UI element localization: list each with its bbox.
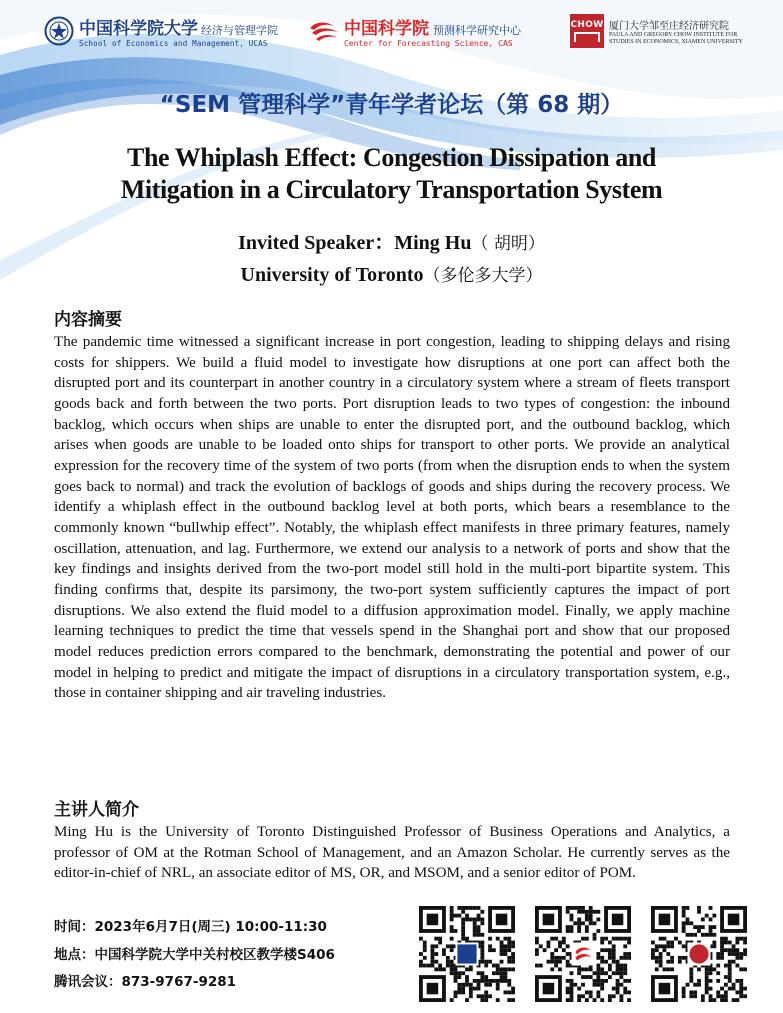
talk-title bbox=[0, 142, 783, 206]
speaker-label: Invited Speaker： bbox=[238, 232, 395, 254]
talk-title-line-1: The Whiplash Effect: Congestion Dissipation and bbox=[127, 143, 656, 172]
cfs-logo-unit: 预测科学研究中心 bbox=[433, 24, 521, 37]
speaker-name-cn: （ 胡明） bbox=[471, 234, 545, 254]
affiliation-line bbox=[0, 261, 783, 287]
speaker-line bbox=[0, 226, 783, 255]
chow-logo-name: 厦门大学邹至庄经济研究院 bbox=[609, 20, 729, 32]
chow-logo-icon bbox=[570, 14, 604, 48]
abstract-text: The pandemic time witnessed a significant increase in port congestion, leading to shipping delays and rising costs for shippers. We build a fluid model to investigate how disruptions at one port can affect both the disrupted port and its counterpart in another country in a circulatory system where a stream of fleets transport goods back and forth between the two ports. Port disruption leads to two types of congestion: the inbound backlog, which occurs when ships are unable to enter the disrupted port, and the outbound backlog, which arises when goods are unable to be loaded onto ships for transport to other ports. We provide an analytical expression for the recovery time of the system of two ports (from when the disruption ends to when the system goes back to normal) and track the evolution of backlogs of goods and ships during the recovery process. We identify a whiplash effect in the outbound backlog level at both ports, which bears a resemblance to the commonly known “bullwhip effect”. Notably, the whiplash effect manifests in three primary features, namely oscillation, attenuation, and lag. Furthermore, we extend our analysis to a network of ports and show that the key findings and insights derived from the two-port model still hold in the multi-port bipartite system. This finding confirms that, despite its parsimony, the two-port system sufficiently captures the impact of port disruptions. We also extend the fluid model to a diffusion approximation model. Finally, we apply machine learning techniques to predict the time that vessels spend in the Shanghai port and show that our proposed model reduces prediction errors compared to the benchmark, demonstrating the potential and power of our model in helping to predict and mitigate the impact of disruptions in a circulatory transportation system, e.g., those in container shipping and air traveling industries. bbox=[54, 334, 730, 702]
qr-code-cfs bbox=[535, 906, 631, 1002]
speaker-name: Ming Hu bbox=[394, 232, 472, 254]
event-place: 地点：中国科学院大学中关村校区教学楼S406 bbox=[54, 947, 335, 963]
talk-title-line-2: Mitigation in a Circulatory Transportation System bbox=[120, 175, 663, 204]
ucas-logo bbox=[44, 14, 278, 48]
qr-code-icon bbox=[651, 906, 747, 1002]
cfs-logo bbox=[308, 14, 521, 48]
event-time: 时间：2023年6月7日(周三) 10:00-11:30 bbox=[54, 919, 327, 935]
event-meeting-id: 腾讯会议：873-9767-9281 bbox=[54, 974, 237, 990]
ucas-logo-unit: 经济与管理学院 bbox=[201, 24, 278, 37]
bio-text: Ming Hu is the University of Toronto Distinguished Professor of Business Operations and Analytics, a professor of OM at the Rotman School of Management, and an Amazon Scholar. He currently serves as the editor-in-chief of NRL, an associate editor of MS, OR, and MSOM, and a senior editor of POM. bbox=[54, 824, 730, 882]
ucas-logo-english: School of Economics and Management, UCAS bbox=[79, 39, 268, 48]
ucas-seal-icon bbox=[44, 16, 74, 46]
cfs-logo-icon bbox=[308, 18, 340, 44]
bio-heading: 主讲人简介 bbox=[54, 800, 139, 820]
speaker-affiliation-cn: （多伦多大学） bbox=[423, 266, 543, 286]
chow-logo-mark: CHOW bbox=[570, 20, 604, 30]
ucas-logo-name: 中国科学院大学 bbox=[79, 19, 198, 39]
qr-code-ucas bbox=[419, 906, 515, 1002]
speaker-affiliation: University of Toronto bbox=[240, 264, 424, 286]
cfs-logo-name: 中国科学院 bbox=[344, 19, 429, 39]
qr-code-icon bbox=[535, 906, 631, 1002]
chow-logo-english-2: STUDIES IN ECONOMICS, XIAMEN UNIVERSITY bbox=[609, 38, 743, 45]
chow-logo-english-1: PAULA AND GREGORY CHOW INSTITUTE FOR bbox=[609, 31, 738, 38]
abstract-heading: 内容摘要 bbox=[54, 310, 122, 330]
qr-code-chow bbox=[651, 906, 747, 1002]
forum-title: “SEM 管理科学”青年学者论坛（第 68 期） bbox=[159, 92, 624, 118]
chow-logo bbox=[570, 14, 743, 48]
cfs-logo-english: Center for Forecasting Science, CAS bbox=[344, 39, 513, 48]
qr-code-icon bbox=[419, 906, 515, 1002]
